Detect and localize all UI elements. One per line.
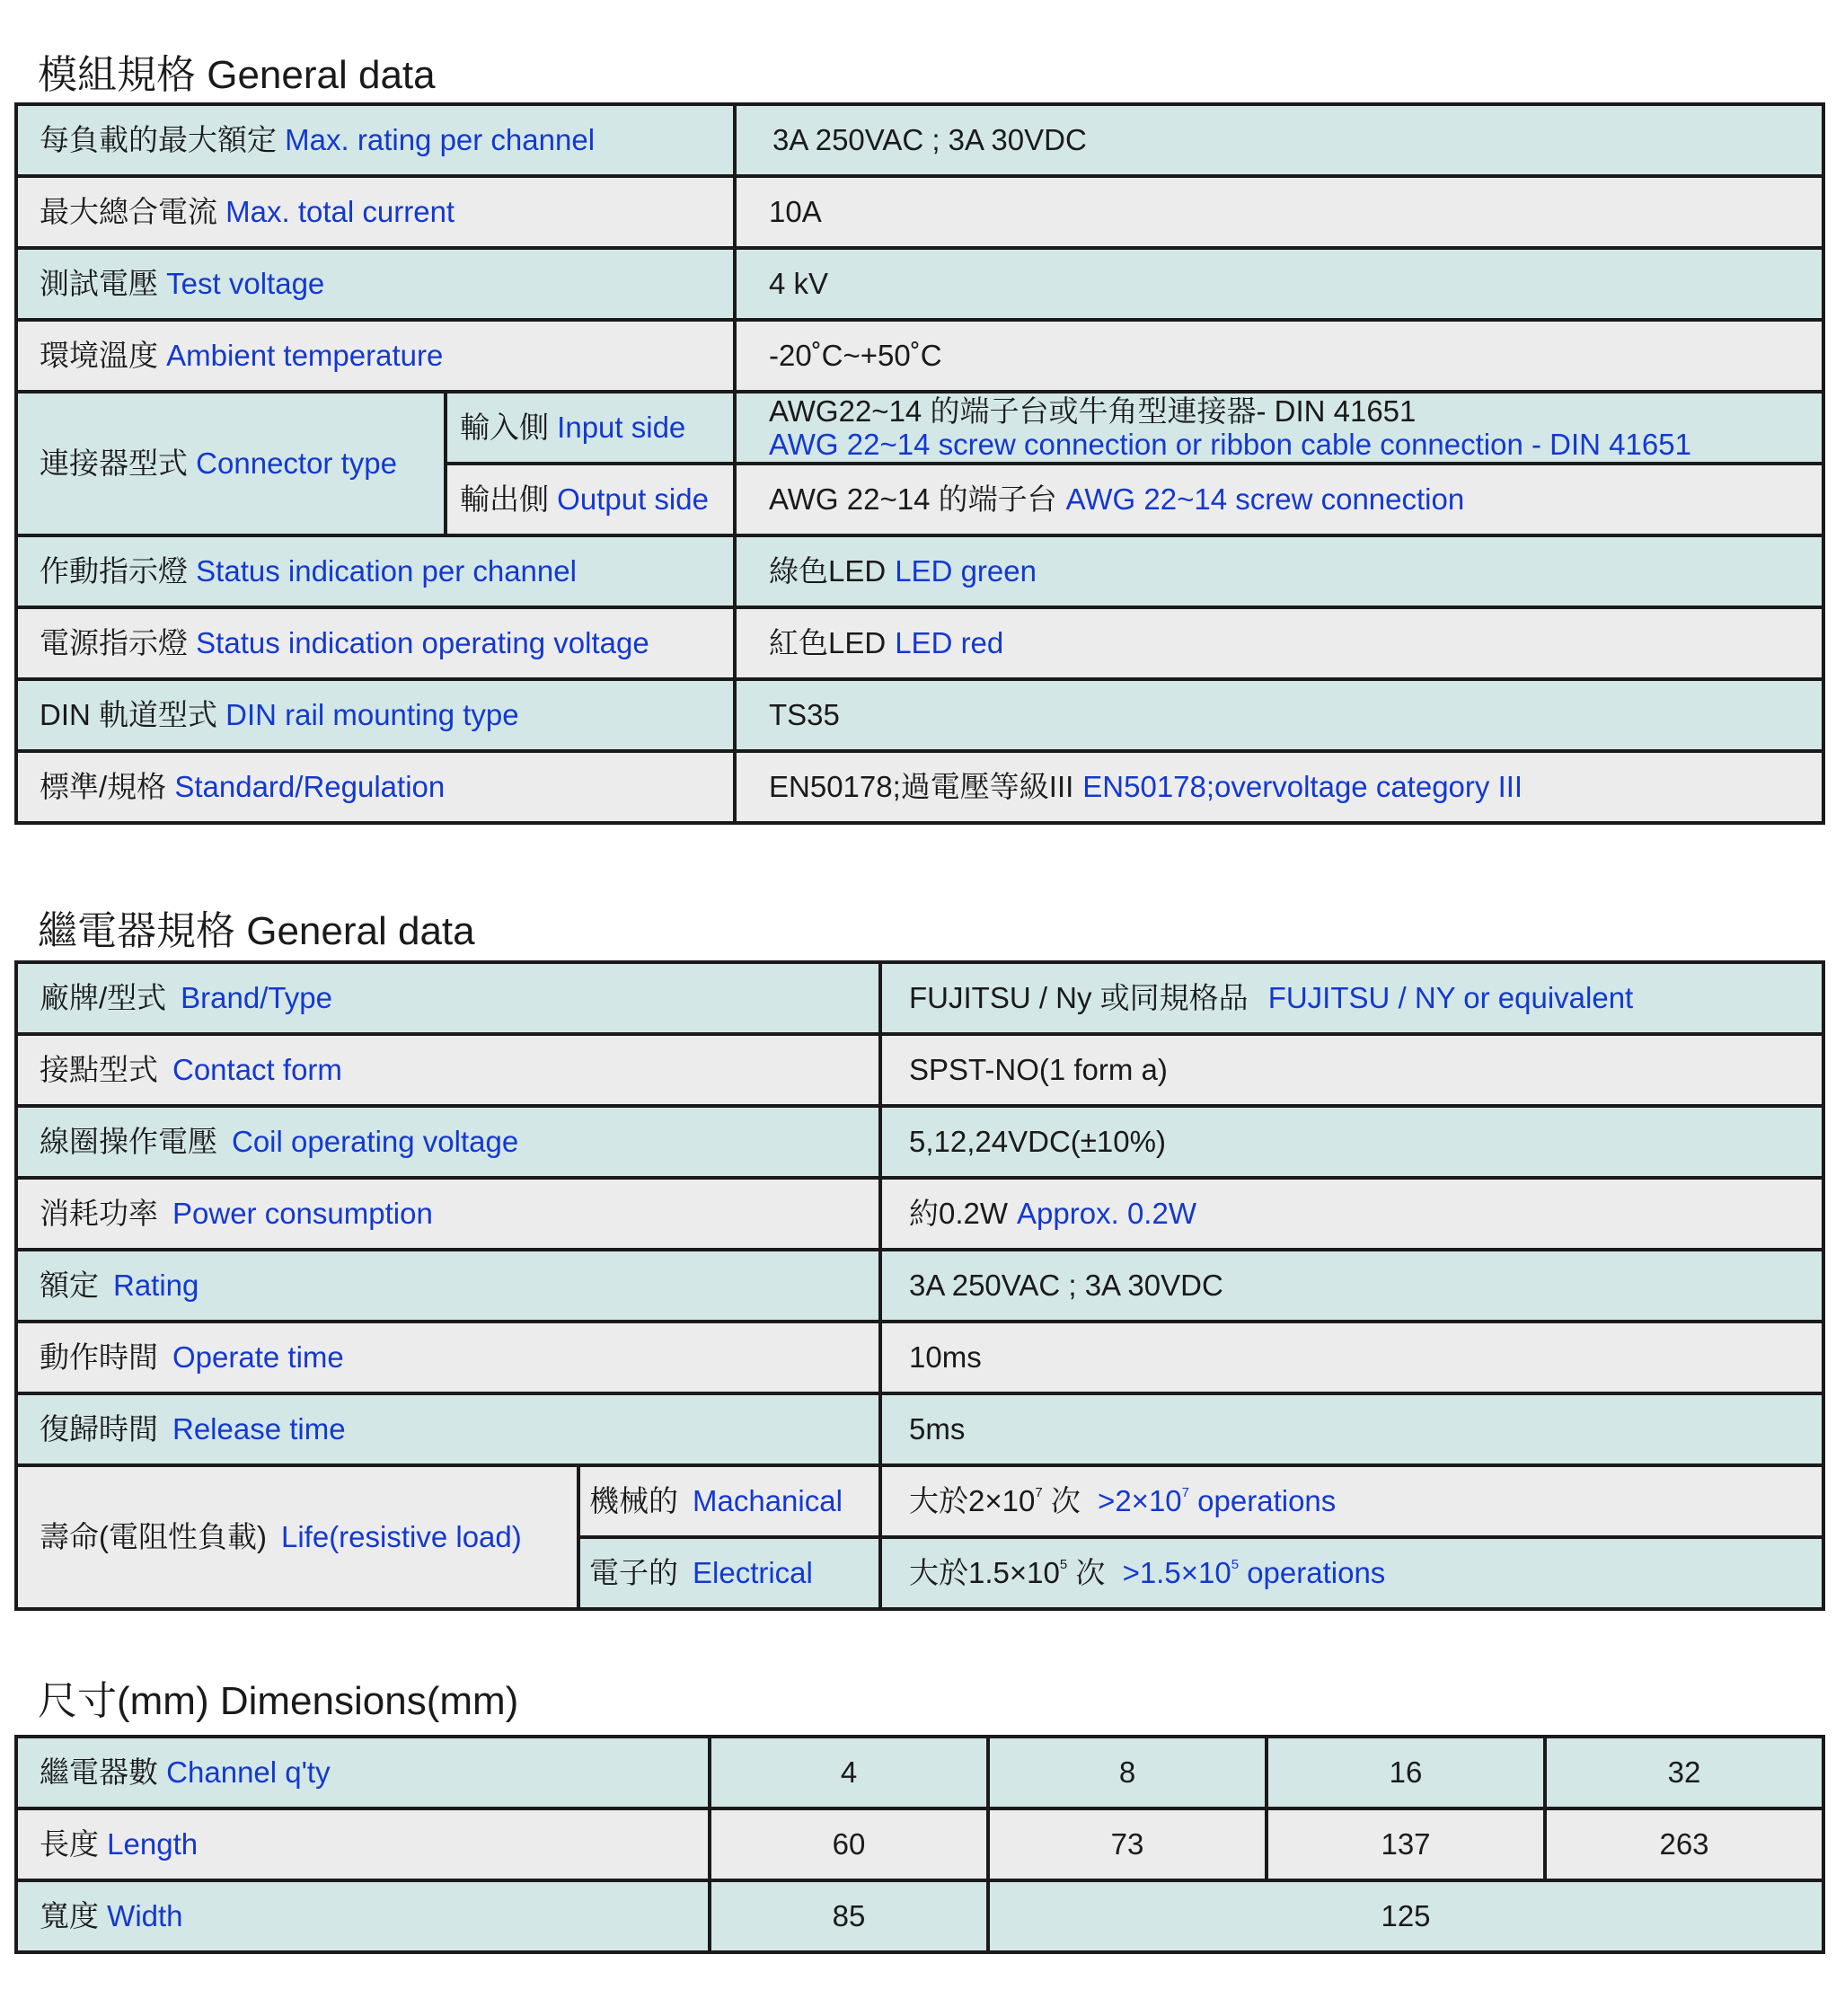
width-value: 125	[988, 1880, 1823, 1952]
value-cell	[735, 248, 1823, 320]
width-value: 85	[710, 1880, 988, 1952]
electrical-value-cell	[880, 1537, 1823, 1609]
table-row	[16, 176, 1823, 248]
mechanical-value-cell	[880, 1465, 1823, 1537]
table-row	[16, 1034, 1823, 1106]
value-zh: 5ms	[909, 1412, 966, 1446]
label-zh: 接點型式	[40, 1053, 158, 1086]
label-zh: 線圈操作電壓	[40, 1125, 217, 1158]
value: 10A	[769, 195, 822, 228]
label-en: Release time	[172, 1412, 346, 1446]
label-en: Life(resistive load)	[280, 1520, 522, 1553]
label-cell	[16, 320, 735, 392]
table-row	[16, 1465, 1823, 1537]
channel-value: 4	[710, 1737, 988, 1808]
value-zh-prefix: 大於2×10	[909, 1484, 1036, 1517]
label-zh: 每負載的最大額定	[40, 123, 277, 156]
label-cell	[16, 1178, 880, 1250]
value-en: LED red	[895, 626, 1004, 659]
module-spec-title: 模組規格 General data	[38, 53, 436, 97]
value-cell	[735, 104, 1823, 176]
label-en: Rating	[113, 1269, 199, 1302]
label-cell	[16, 607, 735, 679]
length-value: 73	[988, 1808, 1267, 1880]
table-row	[16, 535, 1823, 607]
value-zh: 紅色LED	[769, 626, 887, 659]
value-en-suffix: operations	[1197, 1484, 1337, 1517]
relay-spec-title: 繼電器規格 General data	[38, 909, 475, 953]
label-en: Coil operating voltage	[232, 1125, 519, 1158]
value-en: AWG 22~14 screw connection or ribbon cable connection - DIN 41651	[769, 428, 1691, 461]
exponent: 7	[1035, 1485, 1043, 1500]
label-en: Contact form	[172, 1053, 342, 1086]
table-row	[16, 1106, 1823, 1178]
value-zh: 5,12,24VDC(±10%)	[909, 1125, 1166, 1158]
table-row	[16, 392, 1823, 464]
label-cell	[16, 1880, 710, 1952]
table-row	[16, 1808, 1823, 1880]
label-en: Max. total current	[225, 195, 455, 228]
table-row	[16, 248, 1823, 320]
label-en: Electrical	[693, 1556, 813, 1589]
label-zh: 長度	[40, 1827, 99, 1861]
label-cell	[16, 248, 735, 320]
channel-value: 8	[988, 1737, 1267, 1808]
channel-value: 32	[1545, 1737, 1823, 1808]
table-row	[16, 320, 1823, 392]
value-zh: EN50178;過電壓等級III	[769, 770, 1074, 803]
value: 3A 250VAC ; 3A 30VDC	[772, 123, 1087, 156]
length-value: 263	[1545, 1808, 1823, 1880]
label-cell	[16, 1034, 880, 1106]
label-zh: DIN 軌道型式	[40, 698, 217, 731]
label-cell	[16, 751, 735, 823]
exponent-en: 7	[1181, 1485, 1189, 1500]
value-zh: 3A 250VAC ; 3A 30VDC	[909, 1269, 1223, 1302]
table-row	[16, 1178, 1823, 1250]
exponent: 5	[1059, 1557, 1068, 1572]
length-value: 137	[1267, 1808, 1545, 1880]
table-row	[16, 1737, 1823, 1808]
label-en: Channel q'ty	[166, 1755, 331, 1789]
value-en: FUJITSU / NY or equivalent	[1267, 981, 1634, 1014]
label-zh: 額定	[40, 1269, 99, 1302]
value-en: EN50178;overvoltage category III	[1082, 770, 1523, 803]
value-zh: FUJITSU / Ny 或同規格品	[909, 981, 1249, 1014]
label-zh: 環境溫度	[40, 339, 158, 372]
label-cell	[16, 679, 735, 751]
label-en: Standard/Regulation	[174, 770, 446, 803]
module-spec-table	[14, 102, 1825, 825]
value-en-suffix: operations	[1247, 1556, 1386, 1589]
value-cell	[880, 1178, 1823, 1250]
label-en: Max. rating per channel	[285, 123, 596, 156]
label-en: Brand/Type	[181, 981, 332, 1014]
value-zh: 10ms	[909, 1340, 982, 1374]
label-cell	[16, 1250, 880, 1322]
label-en: Ambient temperature	[166, 339, 444, 372]
mechanical-label-cell	[578, 1465, 880, 1537]
label-zh: 輸入側	[460, 411, 549, 444]
label-zh: 標準/規格	[40, 770, 167, 803]
value-zh: 綠色LED	[769, 554, 887, 588]
electrical-label-cell	[578, 1537, 880, 1609]
label-en: Machanical	[693, 1484, 843, 1517]
value-cell	[735, 320, 1823, 392]
value-en-prefix: >1.5×10	[1122, 1556, 1231, 1589]
value-cell	[880, 962, 1823, 1034]
label-cell	[16, 1808, 710, 1880]
value-cell	[735, 176, 1823, 248]
label-cell	[16, 176, 735, 248]
table-row	[16, 962, 1823, 1034]
table-row	[16, 679, 1823, 751]
value-cell	[735, 751, 1823, 823]
dimensions-title: 尺寸(mm) Dimensions(mm)	[38, 1679, 519, 1723]
label-zh: 測試電壓	[40, 267, 158, 300]
label-zh: 壽命(電阻性負載)	[40, 1520, 267, 1553]
label-zh: 機械的	[589, 1484, 678, 1517]
value-cell	[735, 679, 1823, 751]
life-label-cell	[16, 1465, 578, 1609]
value-zh-suffix: 次	[1075, 1556, 1106, 1589]
value-cell	[735, 607, 1823, 679]
label-zh: 廠牌/型式	[40, 981, 167, 1014]
dimensions-table	[14, 1735, 1825, 1954]
label-zh: 繼電器數	[40, 1755, 158, 1789]
label-cell	[16, 1737, 710, 1808]
label-zh: 作動指示燈	[40, 554, 188, 588]
table-row	[16, 1322, 1823, 1393]
value-en-prefix: >2×10	[1098, 1484, 1182, 1517]
table-row	[16, 1250, 1823, 1322]
label-zh: 電源指示燈	[40, 626, 188, 659]
label-cell	[16, 535, 735, 607]
connector-label-cell	[16, 392, 446, 535]
table-row	[16, 1880, 1823, 1952]
label-zh: 最大總合電流	[40, 195, 217, 228]
value-zh: AWG22~14 的端子台或牛角型連接器- DIN 41651	[769, 394, 1417, 428]
value: 4 kV	[769, 267, 829, 300]
label-zh: 輸出側	[460, 482, 549, 516]
value-zh-prefix: 大於1.5×10	[909, 1556, 1060, 1589]
label-en: DIN rail mounting type	[225, 698, 519, 731]
label-cell	[16, 104, 735, 176]
input-side-label-cell	[446, 392, 735, 464]
label-zh: 動作時間	[40, 1340, 158, 1374]
label-en: Length	[107, 1827, 199, 1861]
label-cell	[16, 1322, 880, 1393]
channel-value: 16	[1267, 1737, 1545, 1808]
label-en: Status indication operating voltage	[196, 626, 649, 659]
value-en: LED green	[895, 554, 1037, 588]
label-en: Input side	[557, 411, 686, 444]
value-cell	[880, 1106, 1823, 1178]
label-en: Operate time	[172, 1340, 344, 1374]
output-side-value-cell	[735, 464, 1823, 535]
label-en: Status indication per channel	[196, 554, 577, 588]
label-zh: 寬度	[40, 1899, 99, 1932]
table-row	[16, 1393, 1823, 1465]
input-side-value-cell	[735, 392, 1823, 464]
value-zh: 約0.2W	[909, 1197, 1009, 1230]
label-en: Test voltage	[166, 267, 325, 300]
label-en: Width	[107, 1899, 183, 1932]
exponent-en: 5	[1231, 1557, 1240, 1572]
label-en: Output side	[557, 482, 709, 516]
table-row	[16, 607, 1823, 679]
value-cell	[880, 1393, 1823, 1465]
value-zh-suffix: 次	[1050, 1484, 1081, 1517]
table-row	[16, 751, 1823, 823]
label-en: Power consumption	[172, 1197, 433, 1230]
value-en: AWG 22~14 screw connection	[1065, 482, 1465, 516]
label-cell	[16, 1106, 880, 1178]
label-zh: 連接器型式	[40, 447, 188, 480]
value-zh: TS35	[769, 698, 840, 731]
value-zh: SPST-NO(1 form a)	[909, 1053, 1168, 1086]
value-cell	[880, 1034, 1823, 1106]
relay-spec-table	[14, 960, 1825, 1611]
length-value: 60	[710, 1808, 988, 1880]
label-zh: 電子的	[589, 1556, 678, 1589]
output-side-label-cell	[446, 464, 735, 535]
label-cell	[16, 1393, 880, 1465]
value-cell	[880, 1250, 1823, 1322]
table-row	[16, 104, 1823, 176]
value-en: Approx. 0.2W	[1017, 1197, 1196, 1230]
label-cell	[16, 962, 880, 1034]
value-cell	[880, 1322, 1823, 1393]
label-en: Connector type	[196, 447, 397, 480]
label-zh: 消耗功率	[40, 1197, 158, 1230]
value-cell	[735, 535, 1823, 607]
value: -20˚C~+50˚C	[769, 339, 942, 372]
value-zh: AWG 22~14 的端子台	[769, 482, 1057, 516]
label-zh: 復歸時間	[40, 1412, 158, 1446]
